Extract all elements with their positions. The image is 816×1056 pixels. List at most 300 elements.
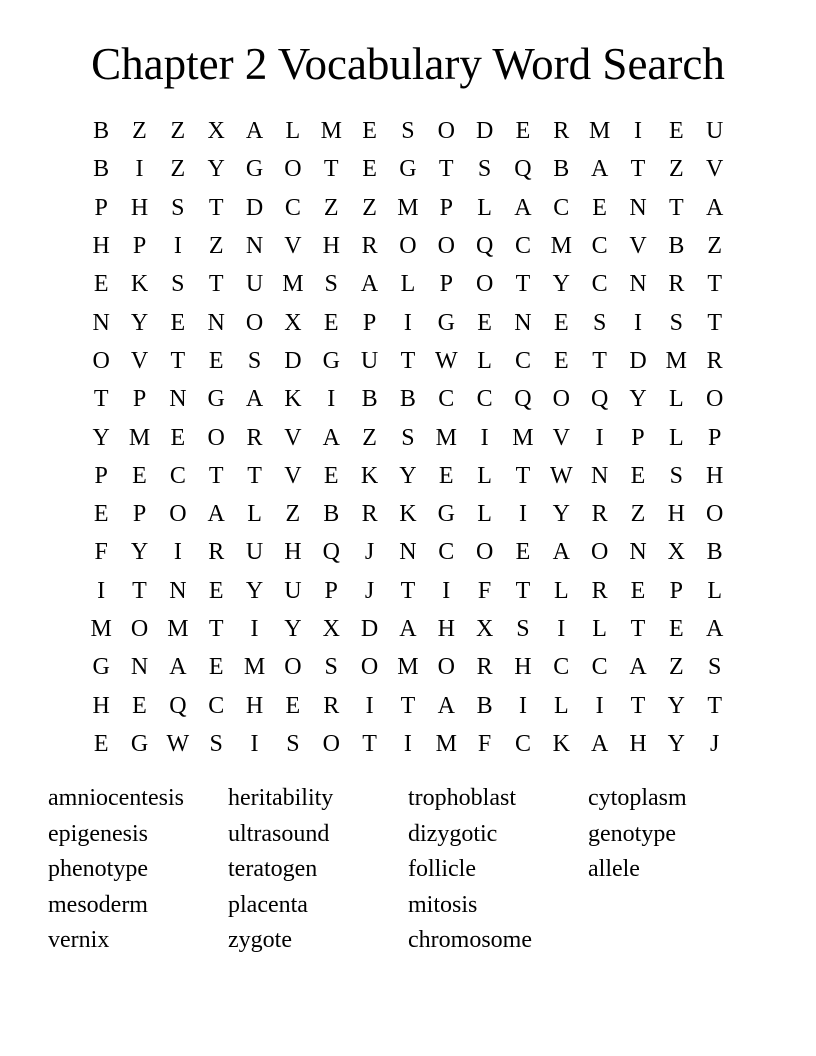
grid-letter[interactable]: W <box>166 730 190 757</box>
grid-letter[interactable]: O <box>360 654 379 681</box>
grid-letter[interactable]: C <box>553 654 570 681</box>
grid-letter[interactable]: T <box>362 730 377 757</box>
grid-letter[interactable]: O <box>706 386 724 413</box>
grid-letter[interactable]: H <box>629 730 647 757</box>
grid-letter[interactable]: F <box>94 539 108 566</box>
grid-letter[interactable]: S <box>247 347 262 374</box>
grid-letter[interactable]: E <box>668 118 684 145</box>
grid-letter[interactable]: C <box>208 692 225 719</box>
grid-letter[interactable]: K <box>360 462 379 489</box>
grid-letter[interactable]: B <box>93 118 110 145</box>
grid-letter[interactable]: R <box>591 577 608 604</box>
grid-letter[interactable]: C <box>169 462 186 489</box>
grid-letter[interactable]: T <box>630 692 646 719</box>
grid-letter[interactable]: M <box>588 118 611 145</box>
grid-letter[interactable]: A <box>245 386 264 413</box>
grid-letter[interactable]: R <box>208 539 225 566</box>
grid-letter[interactable]: B <box>476 692 493 719</box>
grid-letter[interactable]: V <box>706 156 724 183</box>
grid-letter[interactable]: S <box>669 309 683 336</box>
grid-letter[interactable]: V <box>284 462 302 489</box>
grid-letter[interactable]: G <box>130 730 149 757</box>
grid-letter[interactable]: R <box>476 654 493 681</box>
grid-letter[interactable]: L <box>553 577 569 604</box>
grid-letter[interactable]: H <box>514 654 532 681</box>
grid-letter[interactable]: O <box>437 118 455 145</box>
grid-letter[interactable]: E <box>93 730 109 757</box>
grid-letter[interactable]: I <box>518 692 527 719</box>
grid-letter[interactable]: T <box>170 347 186 374</box>
grid-letter[interactable]: T <box>668 194 684 221</box>
grid-letter[interactable]: S <box>477 156 492 183</box>
grid-letter[interactable]: Y <box>552 501 570 528</box>
grid-letter[interactable]: V <box>629 233 647 260</box>
grid-letter[interactable]: T <box>400 692 416 719</box>
grid-letter[interactable]: E <box>630 577 646 604</box>
grid-letter[interactable]: I <box>442 577 451 604</box>
grid-letter[interactable]: X <box>284 309 302 336</box>
grid-letter[interactable]: P <box>132 501 147 528</box>
grid-letter[interactable]: C <box>438 386 455 413</box>
grid-letter[interactable]: M <box>435 730 457 757</box>
grid-letter[interactable]: L <box>707 577 722 604</box>
grid-letter[interactable]: E <box>630 462 646 489</box>
grid-letter[interactable]: I <box>135 156 144 183</box>
grid-letter[interactable]: V <box>552 424 570 451</box>
grid-letter[interactable]: O <box>475 271 494 298</box>
grid-letter[interactable]: Y <box>629 386 647 413</box>
grid-letter[interactable]: N <box>629 539 647 566</box>
grid-letter[interactable]: I <box>403 309 412 336</box>
grid-letter[interactable]: S <box>171 271 185 298</box>
grid-letter[interactable]: Y <box>552 271 570 298</box>
grid-letter[interactable]: B <box>361 386 378 413</box>
grid-letter[interactable]: C <box>514 347 531 374</box>
grid-letter[interactable]: U <box>245 271 264 298</box>
grid-letter[interactable]: R <box>668 271 685 298</box>
grid-letter[interactable]: M <box>167 616 189 642</box>
grid-letter[interactable]: H <box>706 462 724 489</box>
grid-letter[interactable]: C <box>514 730 531 757</box>
grid-letter[interactable]: C <box>514 233 531 260</box>
grid-letter[interactable]: U <box>284 577 302 604</box>
grid-letter[interactable]: J <box>364 577 375 604</box>
grid-letter[interactable]: G <box>322 347 340 374</box>
grid-letter[interactable]: E <box>93 501 109 528</box>
grid-letter[interactable]: E <box>93 271 109 298</box>
grid-letter[interactable]: E <box>208 347 224 374</box>
word-list-item: follicle <box>408 856 476 882</box>
grid-letter[interactable]: N <box>169 577 187 604</box>
grid-letter[interactable]: E <box>553 347 569 374</box>
grid-letter[interactable]: T <box>630 156 646 183</box>
grid-letter[interactable]: E <box>208 654 224 681</box>
grid-letter[interactable]: E <box>323 462 339 489</box>
grid-letter[interactable]: M <box>243 654 266 681</box>
grid-letter[interactable]: P <box>94 462 108 489</box>
grid-letter[interactable]: Z <box>323 194 339 221</box>
grid-letter[interactable]: Z <box>630 501 646 528</box>
grid-letter[interactable]: Z <box>668 156 684 183</box>
grid-letter[interactable]: S <box>286 730 300 757</box>
grid-letter[interactable]: T <box>323 156 339 183</box>
grid-letter[interactable]: K <box>552 730 570 757</box>
letter-grid[interactable] <box>82 112 734 763</box>
grid-letter[interactable]: C <box>591 233 608 260</box>
grid-letter[interactable]: H <box>130 194 149 221</box>
grid-letter[interactable]: T <box>515 462 531 489</box>
grid-letter[interactable]: S <box>209 730 223 757</box>
grid-letter[interactable]: A <box>322 424 340 451</box>
grid-letter[interactable]: O <box>322 730 340 757</box>
grid-letter[interactable]: J <box>710 730 720 757</box>
grid-letter[interactable]: A <box>207 501 225 528</box>
grid-letter[interactable]: P <box>362 309 377 336</box>
grid-letter[interactable]: M <box>550 233 572 260</box>
grid-letter[interactable]: E <box>553 309 569 336</box>
grid-letter[interactable]: Z <box>208 233 224 260</box>
grid-letter[interactable]: P <box>707 424 722 451</box>
grid-letter[interactable]: N <box>169 386 187 413</box>
grid-letter[interactable]: D <box>284 347 302 374</box>
grid-letter[interactable]: T <box>707 309 722 336</box>
grid-letter[interactable]: F <box>477 730 492 757</box>
word-list-item: placenta <box>228 891 308 918</box>
grid-letter[interactable]: Z <box>285 501 301 528</box>
grid-letter[interactable]: A <box>169 654 187 681</box>
grid-letter[interactable]: S <box>669 462 683 489</box>
grid-letter[interactable]: O <box>590 539 609 566</box>
grid-row <box>82 495 734 533</box>
grid-letter[interactable]: P <box>132 233 147 260</box>
grid-letter[interactable]: E <box>477 309 492 336</box>
grid-letter[interactable]: O <box>552 386 570 413</box>
grid-letter[interactable]: T <box>208 462 224 489</box>
grid-letter[interactable]: P <box>631 424 645 451</box>
grid-letter[interactable]: B <box>399 386 416 413</box>
word-list-item: allele <box>588 856 640 882</box>
grid-letter[interactable]: I <box>250 616 259 642</box>
grid-letter[interactable]: L <box>477 347 492 374</box>
grid-letter[interactable]: G <box>437 309 455 336</box>
grid-letter[interactable]: Z <box>170 156 186 183</box>
grid-letter[interactable]: M <box>90 616 112 642</box>
grid-letter[interactable]: B <box>93 156 110 183</box>
grid-letter[interactable]: N <box>399 539 417 566</box>
grid-letter[interactable]: A <box>590 156 609 183</box>
grid-letter[interactable]: E <box>515 539 531 566</box>
grid-letter[interactable]: Q <box>590 386 609 413</box>
grid-letter[interactable]: V <box>130 347 149 374</box>
grid-letter[interactable]: H <box>284 539 302 566</box>
grid-letter[interactable]: T <box>592 347 607 374</box>
grid-letter[interactable]: T <box>630 616 646 642</box>
grid-letter[interactable]: P <box>324 577 338 604</box>
grid-letter[interactable]: O <box>92 347 110 374</box>
grid-letter[interactable]: E <box>208 577 224 604</box>
grid-letter[interactable]: B <box>553 156 570 183</box>
grid-letter[interactable]: I <box>250 730 259 757</box>
grid-letter[interactable]: U <box>360 347 379 374</box>
grid-letter[interactable]: O <box>475 539 494 566</box>
grid-letter[interactable]: I <box>403 730 412 757</box>
grid-letter[interactable]: N <box>514 309 532 336</box>
grid-letter[interactable]: R <box>361 501 378 528</box>
grid-letter[interactable]: G <box>92 654 110 681</box>
grid-letter[interactable]: A <box>514 194 532 221</box>
grid-letter[interactable]: U <box>245 539 264 566</box>
grid-letter[interactable]: P <box>94 194 108 221</box>
grid-letter[interactable]: X <box>322 616 340 642</box>
grid-letter[interactable]: Z <box>362 194 377 221</box>
grid-letter[interactable]: Q <box>169 692 187 719</box>
grid-letter[interactable]: I <box>365 692 374 719</box>
grid-letter[interactable]: G <box>245 156 264 183</box>
grid-letter[interactable]: A <box>552 539 570 566</box>
grid-letter[interactable]: I <box>518 501 527 528</box>
grid-letter[interactable]: E <box>132 692 147 719</box>
grid-letter[interactable]: E <box>285 692 301 719</box>
grid-letter[interactable]: T <box>707 692 722 719</box>
grid-letter[interactable]: S <box>324 654 338 681</box>
grid-letter[interactable]: Y <box>399 462 417 489</box>
grid-letter[interactable]: R <box>591 501 608 528</box>
grid-letter[interactable]: A <box>399 616 417 642</box>
grid-letter[interactable]: Z <box>132 118 147 145</box>
grid-letter[interactable]: Y <box>245 577 264 604</box>
grid-letter[interactable]: O <box>437 654 455 681</box>
grid-letter[interactable]: E <box>362 156 377 183</box>
grid-letter[interactable]: O <box>399 233 417 260</box>
grid-letter[interactable]: K <box>399 501 417 528</box>
word-list <box>48 781 768 959</box>
grid-letter[interactable]: S <box>171 194 185 221</box>
grid-letter[interactable]: G <box>399 156 417 183</box>
grid-letter[interactable]: F <box>477 577 492 604</box>
grid-letter[interactable]: Z <box>170 118 186 145</box>
grid-letter[interactable]: I <box>327 386 336 413</box>
grid-letter[interactable]: K <box>130 271 149 298</box>
grid-letter[interactable]: R <box>706 347 723 374</box>
grid-letter[interactable]: Q <box>514 156 532 183</box>
grid-letter[interactable]: N <box>92 309 110 336</box>
grid-letter[interactable]: C <box>438 539 455 566</box>
grid-letter[interactable]: S <box>516 616 530 642</box>
grid-letter[interactable]: Y <box>92 424 110 451</box>
grid-letter[interactable]: T <box>208 616 224 642</box>
grid-letter[interactable]: N <box>245 233 264 260</box>
grid-letter[interactable]: Z <box>668 654 684 681</box>
grid-letter[interactable]: G <box>207 386 225 413</box>
grid-letter[interactable]: D <box>245 194 264 221</box>
grid-letter[interactable]: H <box>667 501 685 528</box>
grid-letter[interactable]: L <box>477 462 492 489</box>
grid-letter[interactable]: E <box>668 616 684 642</box>
grid-letter[interactable]: K <box>284 386 302 413</box>
grid-letter[interactable]: U <box>706 118 724 145</box>
grid-letter[interactable]: P <box>439 194 453 221</box>
word-list-item: epigenesis <box>48 820 148 847</box>
grid-letter[interactable]: L <box>285 118 301 145</box>
grid-letter[interactable]: A <box>437 692 455 719</box>
grid-letter[interactable]: C <box>591 654 608 681</box>
grid-letter[interactable]: Q <box>322 539 340 566</box>
grid-letter[interactable]: I <box>595 424 604 451</box>
grid-letter[interactable]: Y <box>667 692 685 719</box>
grid-letter[interactable]: E <box>515 118 531 145</box>
grid-letter[interactable]: E <box>170 309 186 336</box>
grid-letter[interactable]: T <box>247 462 262 489</box>
grid-letter[interactable]: E <box>438 462 454 489</box>
grid-letter[interactable]: I <box>173 233 182 260</box>
grid-letter[interactable]: H <box>322 233 340 260</box>
grid-letter[interactable]: A <box>360 271 379 298</box>
grid-letter[interactable]: O <box>437 233 455 260</box>
grid-letter[interactable]: E <box>362 118 377 145</box>
grid-letter[interactable]: D <box>475 118 494 145</box>
grid-letter[interactable]: T <box>707 271 722 298</box>
grid-letter[interactable]: A <box>245 118 264 145</box>
grid-letter[interactable]: M <box>397 654 419 681</box>
grid-letter[interactable]: T <box>515 577 531 604</box>
grid-letter[interactable]: C <box>284 194 301 221</box>
grid-letter[interactable]: D <box>629 347 647 374</box>
grid-letter[interactable]: T <box>438 156 454 183</box>
grid-letter[interactable]: Y <box>207 156 225 183</box>
grid-letter[interactable]: L <box>553 692 569 719</box>
grid-letter[interactable]: R <box>553 118 570 145</box>
grid-letter[interactable]: Y <box>284 616 302 642</box>
grid-letter[interactable]: I <box>173 539 182 566</box>
grid-letter[interactable]: B <box>706 539 723 566</box>
grid-letter[interactable]: T <box>400 347 416 374</box>
grid-letter[interactable]: N <box>130 654 149 681</box>
grid-letter[interactable]: S <box>324 271 338 298</box>
grid-row <box>82 533 734 571</box>
grid-letter[interactable]: W <box>549 462 573 489</box>
grid-letter[interactable]: D <box>360 616 379 642</box>
grid-letter[interactable]: I <box>97 577 106 604</box>
grid-letter[interactable]: L <box>592 616 607 642</box>
grid-letter[interactable]: B <box>323 501 340 528</box>
grid-letter[interactable]: A <box>629 654 647 681</box>
grid-letter[interactable]: O <box>207 424 225 451</box>
grid-letter[interactable]: H <box>245 692 264 719</box>
grid-letter[interactable]: O <box>169 501 187 528</box>
grid-letter[interactable]: T <box>208 271 224 298</box>
grid-letter[interactable]: E <box>323 309 339 336</box>
grid-letter[interactable]: M <box>320 118 342 145</box>
grid-letter[interactable]: I <box>595 692 604 719</box>
grid-letter[interactable]: L <box>477 194 492 221</box>
grid-letter[interactable]: L <box>668 386 684 413</box>
grid-letter[interactable]: X <box>207 118 225 145</box>
grid-letter[interactable]: R <box>246 424 263 451</box>
grid-letter[interactable]: X <box>667 539 685 566</box>
grid-letter[interactable]: M <box>435 424 457 451</box>
grid-letter[interactable]: A <box>706 616 724 642</box>
grid-letter[interactable]: I <box>633 309 642 336</box>
grid-letter[interactable]: B <box>668 233 685 260</box>
word-list-item: ultrasound <box>228 820 330 847</box>
grid-letter[interactable]: C <box>476 386 493 413</box>
grid-letter[interactable]: Z <box>362 424 377 451</box>
grid-letter[interactable]: H <box>92 692 110 719</box>
grid-letter[interactable]: P <box>439 271 453 298</box>
grid-letter[interactable]: M <box>128 424 151 451</box>
grid-letter[interactable]: P <box>132 386 147 413</box>
grid-letter[interactable]: H <box>437 616 455 642</box>
grid-letter[interactable]: N <box>207 309 225 336</box>
grid-letter[interactable]: V <box>284 424 302 451</box>
grid-letter[interactable]: O <box>706 501 724 528</box>
grid-letter[interactable]: E <box>170 424 186 451</box>
grid-letter[interactable]: T <box>400 577 416 604</box>
grid-letter[interactable]: L <box>400 271 416 298</box>
grid-letter[interactable]: G <box>437 501 455 528</box>
grid-letter[interactable]: N <box>590 462 609 489</box>
grid-letter[interactable]: M <box>282 271 304 298</box>
grid-letter[interactable]: O <box>284 654 302 681</box>
grid-letter[interactable]: T <box>132 577 147 604</box>
grid-letter[interactable]: O <box>130 616 149 642</box>
grid-letter[interactable]: N <box>629 271 647 298</box>
grid-letter[interactable]: E <box>592 194 607 221</box>
grid-letter[interactable]: S <box>401 424 415 451</box>
grid-letter[interactable]: R <box>323 692 340 719</box>
grid-letter[interactable]: L <box>247 501 262 528</box>
grid-letter[interactable]: M <box>512 424 534 451</box>
grid-letter[interactable]: Y <box>130 309 149 336</box>
grid-letter[interactable]: P <box>669 577 683 604</box>
grid-letter[interactable]: I <box>557 616 566 642</box>
grid-letter[interactable]: Q <box>514 386 532 413</box>
grid-letter[interactable]: A <box>590 730 609 757</box>
grid-letter[interactable]: N <box>629 194 647 221</box>
grid-letter[interactable]: L <box>477 501 492 528</box>
grid-letter[interactable]: Z <box>707 233 722 260</box>
grid-letter[interactable]: T <box>93 386 109 413</box>
grid-letter[interactable]: C <box>553 194 570 221</box>
grid-letter[interactable]: E <box>132 462 147 489</box>
grid-letter[interactable]: I <box>633 118 642 145</box>
grid-letter[interactable]: J <box>364 539 375 566</box>
grid-letter[interactable]: S <box>707 654 722 681</box>
grid-letter[interactable]: L <box>668 424 684 451</box>
grid-letter[interactable]: W <box>434 347 458 374</box>
grid-letter[interactable]: T <box>515 271 531 298</box>
word-list-item: amniocentesis <box>48 785 184 811</box>
grid-letter[interactable]: X <box>475 616 494 642</box>
grid-row <box>82 112 734 150</box>
grid-letter[interactable]: T <box>208 194 224 221</box>
grid-letter[interactable]: M <box>665 347 687 374</box>
grid-letter[interactable]: A <box>706 194 724 221</box>
grid-letter[interactable]: R <box>361 233 378 260</box>
grid-letter[interactable]: Y <box>667 730 685 757</box>
grid-letter[interactable]: M <box>397 194 419 221</box>
grid-letter[interactable]: Y <box>130 539 149 566</box>
grid-letter[interactable]: O <box>284 156 302 183</box>
grid-letter[interactable]: H <box>92 233 110 260</box>
grid-letter[interactable]: I <box>480 424 489 451</box>
grid-letter[interactable]: V <box>284 233 302 260</box>
grid-letter[interactable]: S <box>592 309 607 336</box>
grid-letter[interactable]: O <box>245 309 264 336</box>
grid-letter[interactable]: C <box>591 271 608 298</box>
grid-letter[interactable]: S <box>401 118 415 145</box>
grid-letter[interactable]: Q <box>475 233 494 260</box>
